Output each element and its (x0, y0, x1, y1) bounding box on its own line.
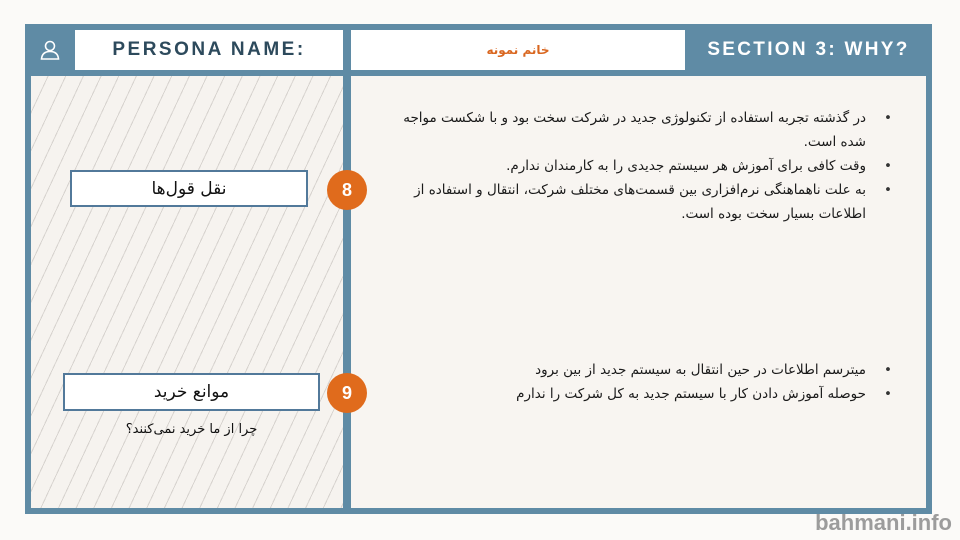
header-bar (25, 24, 932, 76)
list-item: • وقت کافی برای آموزش هر سیستم جدیدی را به کارمندان ندارم. (376, 154, 896, 178)
right-panel (351, 76, 926, 508)
purchase-barriers-label-box (63, 373, 320, 411)
purchase-barriers-subtitle: چرا از ما خرید نمی‌کنند؟ (125, 422, 258, 437)
list-item: • حوصله آموزش دادن کار با سیستم جدید به کل شرکت را ندارم (376, 382, 896, 406)
quotes-label: نقل قول‌ها (151, 178, 227, 199)
user-icon (25, 24, 75, 76)
list-item: • میترسم اطلاعات در حین انتقال به سیستم جدید از بین برود (376, 358, 896, 382)
persona-name-value: خانم نمونه (486, 43, 550, 57)
quotes-list (376, 106, 896, 226)
purchase-barriers-list (376, 358, 896, 406)
persona-name-field[interactable] (351, 30, 685, 70)
persona-frame (25, 24, 932, 514)
quotes-label-box (70, 170, 308, 207)
purchase-barriers-label: موانع خرید (153, 382, 230, 402)
left-panel (31, 76, 343, 508)
persona-name-label: PERSONA NAME: (112, 39, 306, 60)
step-badge-8: 8 (327, 170, 367, 210)
step-badge-9: 9 (327, 373, 367, 413)
list-item: • به علت ناهماهنگی نرم‌افزاری بین قسمت‌های مختلف شرکت، انتقال و استفاده از اطلاعات بسیار سخت بوده است. (376, 178, 896, 226)
list-item: • در گذشته تجربه استفاده از تکنولوژی جدید در شرکت سخت بود و با شکست مواجه شده است. (376, 106, 896, 154)
persona-name-label-box (75, 30, 343, 70)
watermark: bahmani.info (815, 510, 952, 535)
section-title: SECTION 3: WHY? (707, 39, 910, 60)
